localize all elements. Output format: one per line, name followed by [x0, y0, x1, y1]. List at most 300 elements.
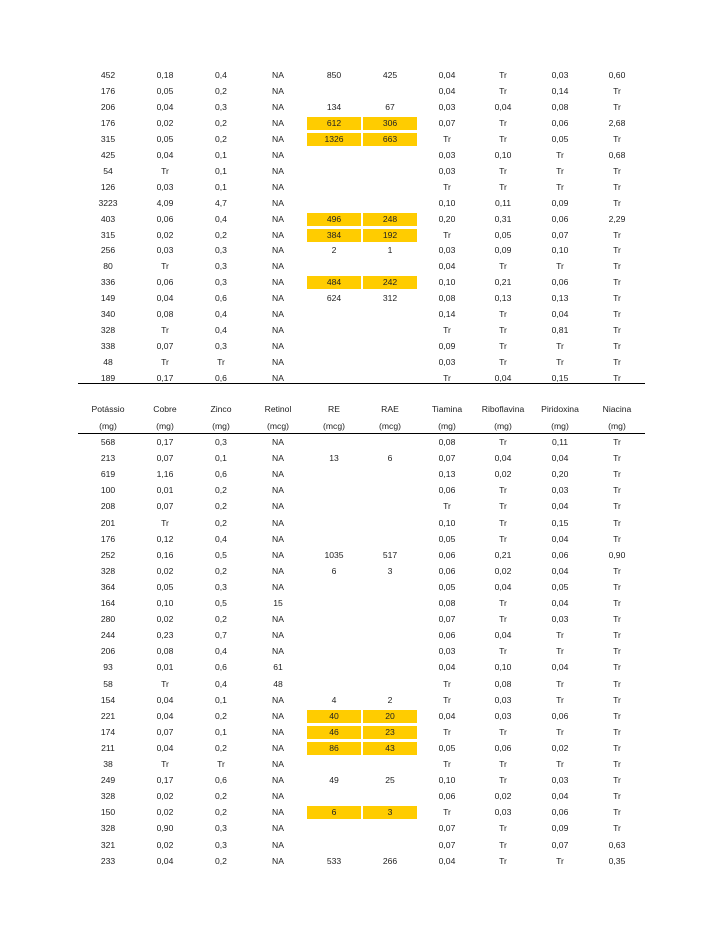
table-cell: 0,06	[551, 213, 569, 224]
table-cell: 43	[363, 742, 417, 755]
table-cell: 134	[326, 101, 342, 112]
table-cell: 0,6	[215, 469, 227, 480]
table-cell: Tr	[613, 197, 621, 208]
table-cell: 0,5	[215, 549, 227, 560]
table-cell: 0,3	[215, 839, 227, 850]
table-cell: 0,13	[551, 293, 569, 304]
column-header: RE	[328, 404, 340, 414]
column-header: Zinco	[210, 404, 232, 414]
column-unit: (mcg)	[379, 421, 401, 431]
table-cell: Tr	[556, 630, 564, 641]
table-cell: 0,04	[551, 598, 569, 608]
table-cell: 0,4	[215, 70, 227, 80]
table-cell: 0,03	[438, 149, 456, 160]
table-cell: 0,08	[156, 309, 174, 320]
table-cell: Tr	[443, 726, 451, 737]
table-row	[0, 774, 728, 789]
table-cell: Tr	[613, 646, 621, 657]
table-cell: 0,05	[551, 581, 569, 592]
table-cell: 0,04	[156, 742, 174, 753]
table-cell: NA	[272, 149, 284, 160]
table-cell: 0,3	[215, 437, 227, 447]
table-cell: 0,03	[438, 357, 456, 368]
table-cell: 0,68	[608, 149, 626, 160]
table-cell: 0,3	[215, 581, 227, 592]
table-cell: 338	[100, 341, 116, 352]
table-cell: NA	[272, 453, 284, 464]
table-cell: Tr	[499, 759, 507, 769]
table-cell: 0,2	[215, 501, 227, 512]
table-cell: 0,04	[156, 293, 174, 304]
table-cell: 0,35	[608, 855, 626, 866]
table-cell: 0,03	[551, 614, 569, 625]
table-cell: 328	[100, 565, 116, 576]
table-cell: 0,4	[215, 325, 227, 336]
table-cell: Tr	[499, 839, 507, 850]
table-cell: 266	[382, 855, 398, 866]
table-cell: Tr	[556, 341, 564, 352]
table-cell: NA	[272, 341, 284, 352]
table-cell: 619	[100, 469, 116, 480]
table-cell: 0,02	[156, 565, 174, 576]
table-cell: Tr	[499, 614, 507, 625]
table-cell: 0,6	[215, 373, 227, 384]
table-row	[0, 292, 728, 307]
table-cell: Tr	[613, 453, 621, 464]
table-cell: Tr	[499, 85, 507, 96]
table-row	[0, 565, 728, 580]
table-cell: 0,04	[438, 261, 456, 272]
table-cell: Tr	[443, 133, 451, 144]
table-cell: Tr	[161, 357, 169, 368]
table-cell: Tr	[443, 807, 451, 818]
table-cell: 0,2	[215, 117, 227, 128]
table-row	[0, 726, 728, 741]
table-cell: 0,05	[156, 85, 174, 96]
table-cell: 496	[307, 213, 361, 226]
table-cell: 0,11	[494, 197, 512, 208]
table-cell: 0,04	[494, 630, 512, 641]
table-cell: 67	[385, 101, 395, 112]
table-cell: 0,04	[156, 694, 174, 705]
table-cell: Tr	[613, 775, 621, 786]
table-cell: 0,10	[438, 277, 456, 288]
table-cell: 0,14	[438, 309, 456, 320]
table-cell: 0,6	[215, 293, 227, 304]
table-cell: 48	[273, 678, 283, 689]
table-cell: 0,04	[494, 453, 512, 464]
table-cell: Tr	[499, 437, 507, 447]
table-cell: 0,06	[438, 549, 456, 560]
table-cell: 48	[103, 357, 113, 368]
table-cell: 2	[387, 694, 393, 705]
table-cell: 164	[100, 598, 116, 608]
table-cell: Tr	[613, 165, 621, 176]
table-cell: NA	[272, 630, 284, 641]
table-cell: 0,15	[551, 517, 569, 528]
table-cell: 54	[103, 165, 113, 176]
table-cell: Tr	[613, 614, 621, 625]
table-cell: NA	[272, 261, 284, 272]
table-row	[0, 742, 728, 757]
table-cell: 221	[100, 710, 116, 721]
column-unit: (mg)	[438, 421, 456, 431]
table-cell: 244	[100, 630, 116, 641]
table-cell: Tr	[556, 678, 564, 689]
table-cell: Tr	[161, 678, 169, 689]
table-cell: 149	[100, 293, 116, 304]
table-cell: 312	[382, 293, 398, 304]
table-cell: Tr	[443, 694, 451, 705]
table-cell: 0,09	[551, 823, 569, 834]
table-cell: 306	[363, 117, 417, 130]
table-cell: NA	[272, 614, 284, 625]
table-cell: 0,02	[494, 791, 512, 802]
table-cell: 3223	[98, 197, 118, 208]
table-cell: Tr	[613, 133, 621, 144]
table-cell: Tr	[613, 630, 621, 641]
table-cell: 0,09	[551, 197, 569, 208]
table-cell: 484	[307, 276, 361, 289]
table-cell: NA	[272, 469, 284, 480]
table-cell: 0,4	[215, 533, 227, 544]
table-cell: 0,04	[551, 501, 569, 512]
table-cell: 242	[363, 276, 417, 289]
table-cell: 0,07	[156, 501, 174, 512]
table-cell: 425	[100, 149, 116, 160]
table-cell: 0,15	[551, 373, 569, 384]
table-cell: 0,03	[438, 165, 456, 176]
table-cell: 517	[382, 549, 398, 560]
table-cell: NA	[272, 70, 284, 80]
table-cell: 384	[307, 229, 361, 242]
table-cell: 0,2	[215, 710, 227, 721]
table-cell: 0,01	[156, 485, 174, 496]
table-cell: 0,2	[215, 229, 227, 240]
table-cell: 15	[273, 598, 283, 608]
table-cell: Tr	[613, 229, 621, 240]
table-cell: Tr	[613, 437, 621, 447]
table-cell: 0,17	[156, 437, 174, 447]
table-cell: 0,81	[551, 325, 569, 336]
table-cell: Tr	[499, 165, 507, 176]
table-cell: 23	[363, 726, 417, 739]
table-cell: NA	[272, 117, 284, 128]
table-cell: 0,04	[494, 581, 512, 592]
table-cell: Tr	[613, 85, 621, 96]
table-cell: 0,1	[215, 149, 227, 160]
table-cell: Tr	[499, 181, 507, 192]
table-cell: 0,06	[494, 742, 512, 753]
table-cell: 150	[100, 807, 116, 818]
table-cell: NA	[272, 485, 284, 496]
table-cell: 0,5	[215, 598, 227, 608]
table-row	[0, 645, 728, 660]
table-row	[0, 356, 728, 371]
table-cell: 1326	[307, 133, 361, 146]
table-cell: Tr	[613, 469, 621, 480]
table-cell: 0,07	[156, 726, 174, 737]
table-cell: 0,2	[215, 855, 227, 866]
table-cell: Tr	[443, 181, 451, 192]
table-cell: 0,17	[156, 775, 174, 786]
table-cell: NA	[272, 726, 284, 737]
table-cell: Tr	[613, 341, 621, 352]
column-unit: (mg)	[212, 421, 230, 431]
table-cell: Tr	[556, 646, 564, 657]
table-row	[0, 468, 728, 483]
table-cell: 0,02	[156, 614, 174, 625]
table-cell: Tr	[161, 759, 169, 769]
table-cell: 0,05	[156, 133, 174, 144]
table-cell: 0,07	[438, 614, 456, 625]
table-row	[0, 710, 728, 725]
table-cell: Tr	[613, 791, 621, 802]
table-cell: Tr	[443, 229, 451, 240]
table-cell: 86	[307, 742, 361, 755]
table-cell: 0,04	[551, 309, 569, 320]
table-cell: 154	[100, 694, 116, 705]
table-cell: 0,11	[551, 437, 569, 447]
table-row	[0, 629, 728, 644]
table-cell: NA	[272, 710, 284, 721]
table-cell: Tr	[499, 117, 507, 128]
table-cell: NA	[272, 759, 284, 769]
table-cell: 321	[100, 839, 116, 850]
table-row	[0, 436, 728, 451]
table-row	[0, 101, 728, 116]
table-cell: Tr	[613, 710, 621, 721]
table-cell: 0,04	[438, 710, 456, 721]
table-cell: 0,04	[551, 791, 569, 802]
table-row	[0, 500, 728, 515]
table-cell: Tr	[613, 373, 621, 384]
table-cell: 201	[100, 517, 116, 528]
table-cell: 0,3	[215, 245, 227, 256]
table-cell: 0,04	[438, 70, 456, 80]
table-row	[0, 213, 728, 228]
table-cell: 0,07	[551, 229, 569, 240]
table-cell: 0,03	[551, 70, 569, 80]
table-cell: 6	[307, 806, 361, 819]
column-header: Niacina	[602, 404, 632, 414]
table-cell: 328	[100, 325, 116, 336]
table-cell: 0,06	[438, 791, 456, 802]
table-row	[0, 822, 728, 837]
table-cell: 533	[326, 855, 342, 866]
table-cell: 0,07	[438, 823, 456, 834]
table-cell: Tr	[613, 293, 621, 304]
table-cell: 1035	[324, 549, 344, 560]
table-cell: 0,90	[608, 549, 626, 560]
table-cell: 0,03	[156, 181, 174, 192]
table-cell: 0,06	[551, 710, 569, 721]
table-cell: 0,06	[551, 549, 569, 560]
table-cell: Tr	[499, 341, 507, 352]
table-cell: 0,03	[551, 485, 569, 496]
table-cell: 0,02	[156, 839, 174, 850]
table-cell: Tr	[613, 807, 621, 818]
table-cell: NA	[272, 325, 284, 336]
table-cell: 0,07	[551, 839, 569, 850]
table-cell: Tr	[556, 694, 564, 705]
table-cell: 0,04	[156, 149, 174, 160]
table-row	[0, 613, 728, 628]
table-cell: Tr	[443, 678, 451, 689]
table-cell: NA	[272, 229, 284, 240]
table-cell: 2,68	[608, 117, 626, 128]
table-row	[0, 372, 728, 387]
table-row	[0, 517, 728, 532]
table-cell: Tr	[613, 501, 621, 512]
table-cell: 0,08	[156, 646, 174, 657]
table-cell: NA	[272, 85, 284, 96]
table-cell: 0,1	[215, 453, 227, 464]
table-cell: 0,17	[156, 373, 174, 384]
table-cell: 0,04	[551, 565, 569, 576]
table-cell: 0,03	[438, 245, 456, 256]
table-row	[0, 133, 728, 148]
table-cell: NA	[272, 742, 284, 753]
table-cell: 0,05	[551, 133, 569, 144]
table-cell: Tr	[161, 165, 169, 176]
table-cell: 663	[363, 133, 417, 146]
table-cell: 0,2	[215, 742, 227, 753]
table-cell: Tr	[499, 325, 507, 336]
table-cell: Tr	[613, 101, 621, 112]
table-cell: 3	[363, 806, 417, 819]
table-cell: 0,1	[215, 726, 227, 737]
table-cell: 40	[307, 710, 361, 723]
table-cell: 93	[103, 662, 113, 673]
table-cell: 0,08	[551, 101, 569, 112]
table-cell: 568	[100, 437, 116, 447]
table-cell: 176	[100, 85, 116, 96]
table-cell: 0,01	[156, 662, 174, 673]
table-cell: 0,07	[438, 839, 456, 850]
table-rule-header	[78, 433, 645, 434]
table-cell: 0,04	[438, 662, 456, 673]
table-row	[0, 149, 728, 164]
table-row	[0, 839, 728, 854]
table-row	[0, 181, 728, 196]
table-cell: Tr	[556, 726, 564, 737]
table-cell: 0,06	[156, 213, 174, 224]
table-cell: 315	[100, 229, 116, 240]
table-cell: 0,02	[494, 565, 512, 576]
table-row	[0, 165, 728, 180]
table-cell: 0,06	[438, 485, 456, 496]
table-cell: 256	[100, 245, 116, 256]
table-cell: Tr	[161, 325, 169, 336]
table-row	[0, 244, 728, 259]
table-row	[0, 308, 728, 323]
table-cell: 233	[100, 855, 116, 866]
table-row	[0, 484, 728, 499]
table-cell: Tr	[443, 373, 451, 384]
table-cell: 3	[387, 565, 393, 576]
table-cell: NA	[272, 309, 284, 320]
table-cell: NA	[272, 791, 284, 802]
table-cell: 0,03	[438, 101, 456, 112]
table-cell: NA	[272, 165, 284, 176]
table-cell: Tr	[556, 181, 564, 192]
table-row	[0, 85, 728, 100]
table-cell: 0,2	[215, 614, 227, 625]
table-cell: 0,2	[215, 485, 227, 496]
table-cell: Tr	[613, 277, 621, 288]
column-header: Tiamina	[431, 404, 463, 414]
table-cell: 612	[307, 117, 361, 130]
table-cell: 280	[100, 614, 116, 625]
column-header: Cobre	[153, 404, 177, 414]
table-cell: 4,7	[215, 197, 227, 208]
table-cell: 0,04	[156, 855, 174, 866]
table-cell: Tr	[613, 565, 621, 576]
table-cell: Tr	[613, 678, 621, 689]
table-cell: 192	[363, 229, 417, 242]
table-cell: 126	[100, 181, 116, 192]
table-cell: 4	[331, 694, 337, 705]
table-cell: 0,03	[494, 807, 512, 818]
table-cell: NA	[272, 357, 284, 368]
table-cell: NA	[272, 694, 284, 705]
table-cell: 0,60	[608, 70, 626, 80]
table-cell: 0,03	[551, 775, 569, 786]
table-cell: 0,10	[551, 245, 569, 256]
table-cell: Tr	[613, 181, 621, 192]
table-cell: 0,2	[215, 565, 227, 576]
table-cell: 0,18	[156, 70, 174, 80]
table-cell: NA	[272, 501, 284, 512]
table-cell: 452	[100, 70, 116, 80]
table-cell: Tr	[499, 775, 507, 786]
table-cell: Tr	[161, 261, 169, 272]
table-cell: 0,03	[494, 710, 512, 721]
table-cell: 364	[100, 581, 116, 592]
table-cell: Tr	[613, 309, 621, 320]
table-cell: 0,6	[215, 662, 227, 673]
table-cell: 0,2	[215, 791, 227, 802]
table-cell: 0,10	[438, 517, 456, 528]
table-cell: Tr	[613, 325, 621, 336]
table-cell: 0,02	[156, 807, 174, 818]
table-cell: 0,07	[438, 117, 456, 128]
table-cell: Tr	[499, 726, 507, 737]
table-cell: Tr	[499, 855, 507, 866]
table-cell: Tr	[613, 726, 621, 737]
table-row	[0, 452, 728, 467]
table-cell: 0,13	[438, 469, 456, 480]
table-cell: 0,3	[215, 277, 227, 288]
table-cell: 0,12	[156, 533, 174, 544]
table-cell: Tr	[613, 533, 621, 544]
table-cell: NA	[272, 133, 284, 144]
table-cell: 25	[385, 775, 395, 786]
column-header: Retinol	[264, 404, 292, 414]
table-cell: NA	[272, 277, 284, 288]
table-cell: 1	[387, 245, 393, 256]
table-cell: NA	[272, 775, 284, 786]
table-cell: 20	[363, 710, 417, 723]
table-cell: 0,04	[156, 101, 174, 112]
table-cell: 0,07	[156, 341, 174, 352]
table-cell: 0,04	[494, 373, 512, 384]
table-cell: Tr	[443, 501, 451, 512]
table-cell: 249	[100, 775, 116, 786]
table-cell: 189	[100, 373, 116, 384]
table-cell: NA	[272, 533, 284, 544]
